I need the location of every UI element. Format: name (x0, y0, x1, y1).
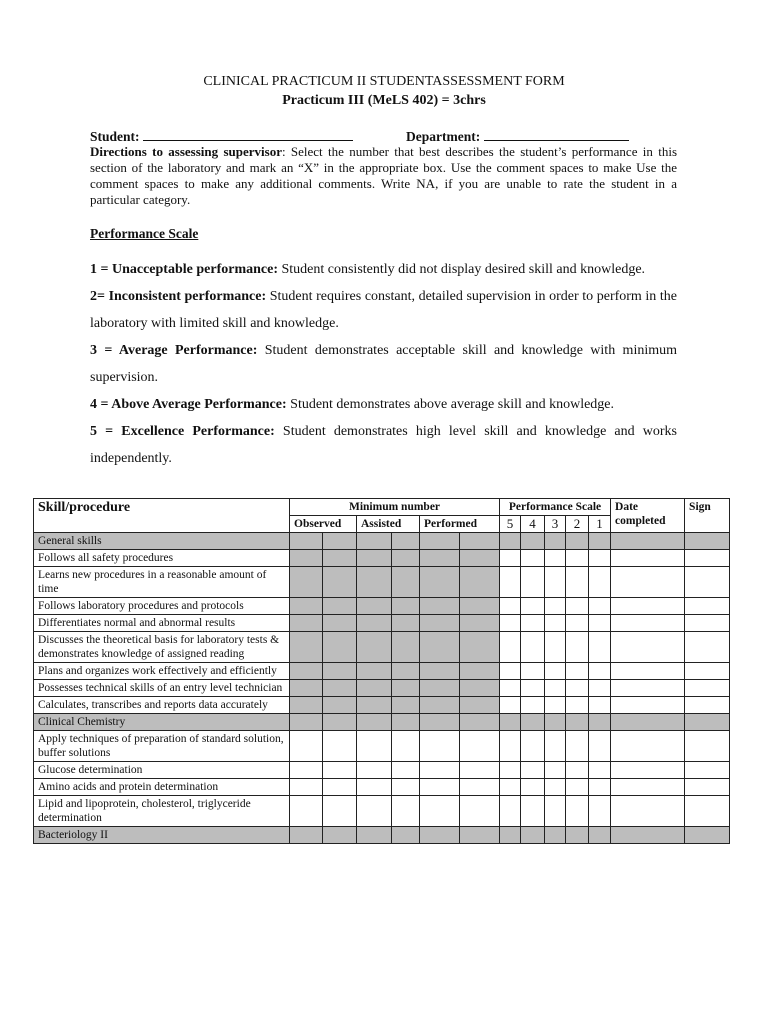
sign-cell[interactable] (685, 779, 730, 796)
section-cell (323, 714, 357, 731)
scale-mark-cell[interactable] (521, 567, 545, 598)
minimum-number-cell[interactable] (290, 598, 323, 615)
observed-header: Observed (290, 516, 357, 533)
scale-item-label: 3 = Average Performance: (90, 343, 258, 358)
minimum-number-cell[interactable] (460, 615, 500, 632)
minimum-number-cell[interactable] (392, 779, 420, 796)
section-cell (589, 533, 611, 550)
minimum-number-cell[interactable] (460, 762, 500, 779)
sign-cell[interactable] (685, 663, 730, 680)
scale-2-header: 2 (566, 516, 589, 533)
minimum-number-cell[interactable] (420, 663, 460, 680)
minimum-number-cell[interactable] (357, 632, 392, 663)
minimum-number-cell[interactable] (460, 796, 500, 827)
date-completed-header: Date completed (611, 499, 685, 533)
scale-mark-cell[interactable] (500, 779, 521, 796)
scale-mark-cell[interactable] (545, 697, 566, 714)
section-cell (500, 827, 521, 844)
minimum-number-cell[interactable] (290, 697, 323, 714)
scale-3-header: 3 (545, 516, 566, 533)
minimum-number-cell[interactable] (420, 567, 460, 598)
scale-mark-cell[interactable] (589, 663, 611, 680)
scale-mark-cell[interactable] (589, 632, 611, 663)
scale-mark-cell[interactable] (545, 632, 566, 663)
section-cell (521, 714, 545, 731)
date-cell[interactable] (611, 615, 685, 632)
minimum-number-cell[interactable] (460, 680, 500, 697)
form-subtitle: Practicum III (MeLS 402) = 3chrs (282, 93, 486, 108)
scale-mark-cell[interactable] (500, 567, 521, 598)
scale-mark-cell[interactable] (521, 697, 545, 714)
scale-mark-cell[interactable] (589, 615, 611, 632)
performance-scale-list (90, 256, 677, 472)
sign-cell[interactable] (685, 796, 730, 827)
minimum-number-cell[interactable] (290, 731, 323, 762)
scale-mark-cell[interactable] (545, 615, 566, 632)
scale-item (90, 283, 677, 337)
sign-cell[interactable] (685, 697, 730, 714)
minimum-number-cell[interactable] (420, 762, 460, 779)
directions-label: Directions to assessing supervisor (90, 144, 282, 159)
minimum-number-cell[interactable] (323, 632, 357, 663)
section-cell (392, 533, 420, 550)
minimum-number-cell[interactable] (392, 663, 420, 680)
skill-label: Differentiates normal and abnormal results (34, 615, 290, 632)
department-group (406, 127, 629, 145)
section-cell (392, 714, 420, 731)
scale-mark-cell[interactable] (521, 598, 545, 615)
section-cell (545, 533, 566, 550)
scale-mark-cell[interactable] (566, 796, 589, 827)
sign-cell[interactable] (685, 598, 730, 615)
scale-mark-cell[interactable] (566, 567, 589, 598)
sign-cell[interactable] (685, 731, 730, 762)
table-row (34, 779, 730, 796)
scale-mark-cell[interactable] (521, 632, 545, 663)
minimum-number-cell[interactable] (420, 779, 460, 796)
scale-mark-cell[interactable] (589, 762, 611, 779)
scale-mark-cell[interactable] (500, 598, 521, 615)
minimum-number-cell[interactable] (357, 598, 392, 615)
section-cell (392, 827, 420, 844)
minimum-number-cell[interactable] (460, 632, 500, 663)
assessment-table (33, 498, 730, 844)
minimum-number-cell[interactable] (290, 615, 323, 632)
minimum-number-cell[interactable] (323, 697, 357, 714)
skill-label: Follows laboratory procedures and protocols (34, 598, 290, 615)
section-row (34, 714, 730, 731)
scale-mark-cell[interactable] (521, 615, 545, 632)
student-label: Student: (90, 129, 140, 144)
section-cell (589, 714, 611, 731)
section-cell (545, 714, 566, 731)
department-label: Department: (406, 129, 481, 144)
section-cell (460, 827, 500, 844)
section-cell (611, 714, 685, 731)
section-cell (545, 827, 566, 844)
minimum-number-cell[interactable] (357, 615, 392, 632)
section-cell (566, 533, 589, 550)
minimum-number-cell[interactable] (357, 762, 392, 779)
section-cell (521, 533, 545, 550)
minimum-number-cell[interactable] (323, 663, 357, 680)
scale-mark-cell[interactable] (521, 762, 545, 779)
table-row (34, 697, 730, 714)
scale-mark-cell[interactable] (500, 663, 521, 680)
minimum-number-cell[interactable] (290, 632, 323, 663)
scale-mark-cell[interactable] (500, 731, 521, 762)
section-cell (290, 827, 323, 844)
scale-mark-cell[interactable] (566, 680, 589, 697)
minimum-number-cell[interactable] (392, 598, 420, 615)
minimum-number-cell[interactable] (323, 598, 357, 615)
performance-scale-header: Performance Scale (500, 499, 611, 516)
section-title: General skills (34, 533, 290, 550)
section-cell (420, 533, 460, 550)
student-field[interactable] (143, 127, 353, 141)
sign-cell[interactable] (685, 762, 730, 779)
minimum-number-cell[interactable] (420, 680, 460, 697)
table-row (34, 796, 730, 827)
section-cell (357, 827, 392, 844)
minimum-number-cell[interactable] (323, 567, 357, 598)
section-cell (460, 714, 500, 731)
skill-header: Skill/procedure (34, 499, 290, 533)
date-cell[interactable] (611, 796, 685, 827)
minimum-number-cell[interactable] (420, 697, 460, 714)
minimum-number-cell[interactable] (323, 731, 357, 762)
table-row (34, 762, 730, 779)
skill-label: Learns new procedures in a reasonable amount of time (34, 567, 290, 598)
section-row (34, 533, 730, 550)
section-cell (589, 827, 611, 844)
section-title: Bacteriology II (34, 827, 290, 844)
directions-text: : Select the number that best describes the student’s performance in this section of the laboratory and mark an “X” in the appropriate box. Use the comment spaces to make Use the comment spaces to make any additional comments. Write NA, if you are unable to rate the student in a particular category. (90, 144, 678, 207)
minimum-number-cell[interactable] (392, 615, 420, 632)
minimum-number-cell[interactable] (357, 567, 392, 598)
minimum-number-cell[interactable] (392, 632, 420, 663)
sign-cell[interactable] (685, 615, 730, 632)
section-cell (611, 827, 685, 844)
minimum-number-cell[interactable] (357, 680, 392, 697)
scale-mark-cell[interactable] (521, 550, 545, 567)
section-cell (357, 533, 392, 550)
sign-header: Sign (685, 499, 730, 533)
performance-scale-heading: Performance Scale (90, 226, 199, 241)
scale-mark-cell[interactable] (521, 796, 545, 827)
scale-item (90, 337, 677, 391)
scale-1-header: 1 (589, 516, 611, 533)
scale-item-label: 4 = Above Average Performance: (90, 397, 287, 412)
minimum-number-cell[interactable] (323, 796, 357, 827)
minimum-number-cell[interactable] (323, 615, 357, 632)
minimum-number-cell[interactable] (392, 762, 420, 779)
sign-cell[interactable] (685, 567, 730, 598)
minimum-number-cell[interactable] (323, 779, 357, 796)
scale-mark-cell[interactable] (589, 779, 611, 796)
section-title: Clinical Chemistry (34, 714, 290, 731)
minimum-number-cell[interactable] (460, 779, 500, 796)
minimum-number-cell[interactable] (460, 697, 500, 714)
minimum-number-cell[interactable] (290, 796, 323, 827)
scale-mark-cell[interactable] (589, 731, 611, 762)
date-cell[interactable] (611, 731, 685, 762)
skill-label: Lipid and lipoprotein, cholesterol, triglyceride determination (34, 796, 290, 827)
table-row (34, 632, 730, 663)
scale-item (90, 418, 677, 472)
date-cell[interactable] (611, 550, 685, 567)
minimum-number-cell[interactable] (357, 779, 392, 796)
minimum-number-cell[interactable] (460, 598, 500, 615)
minimum-number-cell[interactable] (392, 680, 420, 697)
scale-mark-cell[interactable] (545, 598, 566, 615)
minimum-number-cell[interactable] (460, 567, 500, 598)
scale-mark-cell[interactable] (566, 779, 589, 796)
date-cell[interactable] (611, 680, 685, 697)
table-row (34, 680, 730, 697)
minimum-number-cell[interactable] (357, 550, 392, 567)
section-cell (357, 714, 392, 731)
minimum-number-cell[interactable] (392, 796, 420, 827)
scale-mark-cell[interactable] (566, 632, 589, 663)
minimum-number-cell[interactable] (392, 731, 420, 762)
minimum-number-cell[interactable] (290, 550, 323, 567)
section-cell (290, 714, 323, 731)
scale-item-label: 5 = Excellence Performance: (90, 424, 275, 439)
scale-item-label: 2= Inconsistent performance: (90, 289, 267, 304)
performed-header: Performed (420, 516, 500, 533)
scale-item-label: 1 = Unacceptable performance: (90, 262, 278, 277)
form-title: CLINICAL PRACTICUM II STUDENTASSESSMENT FORM (203, 74, 565, 89)
minimum-number-cell[interactable] (420, 550, 460, 567)
table-row (34, 598, 730, 615)
minimum-number-cell[interactable] (357, 663, 392, 680)
scale-mark-cell[interactable] (545, 779, 566, 796)
date-cell[interactable] (611, 567, 685, 598)
skill-label: Plans and organizes work effectively and efficiently (34, 663, 290, 680)
minimum-number-cell[interactable] (392, 550, 420, 567)
minimum-number-cell[interactable] (420, 632, 460, 663)
section-cell (420, 827, 460, 844)
section-cell (566, 827, 589, 844)
section-row (34, 827, 730, 844)
scale-mark-cell[interactable] (545, 731, 566, 762)
scale-mark-cell[interactable] (566, 550, 589, 567)
minimum-number-cell[interactable] (460, 550, 500, 567)
minimum-number-cell[interactable] (420, 615, 460, 632)
scale-mark-cell[interactable] (589, 697, 611, 714)
scale-mark-cell[interactable] (545, 762, 566, 779)
section-cell (566, 714, 589, 731)
section-cell (420, 714, 460, 731)
skill-label: Calculates, transcribes and reports data accurately (34, 697, 290, 714)
scale-mark-cell[interactable] (589, 598, 611, 615)
minimum-number-cell[interactable] (420, 731, 460, 762)
scale-mark-cell[interactable] (500, 615, 521, 632)
minimum-number-cell[interactable] (290, 680, 323, 697)
scale-mark-cell[interactable] (589, 567, 611, 598)
table-row (34, 550, 730, 567)
minimum-number-cell[interactable] (290, 779, 323, 796)
date-cell[interactable] (611, 697, 685, 714)
section-cell (685, 533, 730, 550)
assisted-header: Assisted (357, 516, 420, 533)
department-field[interactable] (484, 127, 629, 141)
scale-mark-cell[interactable] (545, 796, 566, 827)
scale-item-text: Student consistently did not display desired skill and knowledge. (277, 262, 646, 277)
minimum-number-cell[interactable] (357, 697, 392, 714)
section-cell (290, 533, 323, 550)
scale-item (90, 256, 677, 283)
section-cell (611, 533, 685, 550)
section-cell (500, 533, 521, 550)
section-cell (685, 827, 730, 844)
scale-mark-cell[interactable] (521, 731, 545, 762)
scale-mark-cell[interactable] (545, 663, 566, 680)
table-row (34, 615, 730, 632)
scale-mark-cell[interactable] (589, 680, 611, 697)
minimum-number-cell[interactable] (323, 550, 357, 567)
sign-cell[interactable] (685, 680, 730, 697)
scale-mark-cell[interactable] (566, 762, 589, 779)
scale-mark-cell[interactable] (500, 632, 521, 663)
minimum-number-cell[interactable] (460, 663, 500, 680)
date-cell[interactable] (611, 779, 685, 796)
scale-mark-cell[interactable] (566, 731, 589, 762)
scale-mark-cell[interactable] (566, 663, 589, 680)
minimum-number-cell[interactable] (290, 663, 323, 680)
minimum-number-cell[interactable] (392, 567, 420, 598)
scale-mark-cell[interactable] (500, 697, 521, 714)
scale-mark-cell[interactable] (500, 680, 521, 697)
student-fields (90, 127, 680, 145)
scale-mark-cell[interactable] (566, 697, 589, 714)
section-cell (500, 714, 521, 731)
scale-mark-cell[interactable] (500, 796, 521, 827)
scale-4-header: 4 (521, 516, 545, 533)
scale-mark-cell[interactable] (500, 762, 521, 779)
date-cell[interactable] (611, 663, 685, 680)
section-cell (521, 827, 545, 844)
scale-item-text: Student demonstrates acceptable skill and knowledge with minimum supervision. (90, 343, 678, 385)
section-cell (323, 533, 357, 550)
scale-item (90, 391, 677, 418)
skill-label: Glucose determination (34, 762, 290, 779)
date-cell[interactable] (611, 762, 685, 779)
scale-mark-cell[interactable] (589, 796, 611, 827)
skill-label: Discusses the theoretical basis for laboratory tests & demonstrates knowledge of assigned reading (34, 632, 290, 663)
minimum-number-cell[interactable] (420, 598, 460, 615)
date-cell[interactable] (611, 632, 685, 663)
scale-mark-cell[interactable] (589, 550, 611, 567)
minimum-number-header: Minimum number (290, 499, 500, 516)
scale-mark-cell[interactable] (500, 550, 521, 567)
minimum-number-cell[interactable] (357, 796, 392, 827)
scale-mark-cell[interactable] (545, 567, 566, 598)
table-row (34, 731, 730, 762)
skill-label: Apply techniques of preparation of standard solution, buffer solutions (34, 731, 290, 762)
minimum-number-cell[interactable] (290, 762, 323, 779)
minimum-number-cell[interactable] (323, 680, 357, 697)
minimum-number-cell[interactable] (420, 796, 460, 827)
scale-mark-cell[interactable] (521, 779, 545, 796)
minimum-number-cell[interactable] (357, 731, 392, 762)
scale-item-text: Student demonstrates above average skill and knowledge. (286, 397, 615, 412)
skill-label: Follows all safety procedures (34, 550, 290, 567)
minimum-number-cell[interactable] (290, 567, 323, 598)
skill-label: Amino acids and protein determination (34, 779, 290, 796)
minimum-number-cell[interactable] (323, 762, 357, 779)
table-row (34, 663, 730, 680)
minimum-number-cell[interactable] (460, 731, 500, 762)
scale-item-text: Student requires constant, detailed supervision in order to perform in the laboratory with limited skill and knowledge. (90, 289, 678, 331)
table-row (34, 567, 730, 598)
scale-mark-cell[interactable] (521, 680, 545, 697)
directions (90, 144, 677, 208)
sign-cell[interactable] (685, 632, 730, 663)
section-cell (460, 533, 500, 550)
sign-cell[interactable] (685, 550, 730, 567)
section-cell (685, 714, 730, 731)
assessment-table-body (34, 533, 730, 844)
scale-item-text: Student demonstrates high level skill and knowledge and works independently. (90, 424, 677, 466)
scale-mark-cell[interactable] (545, 550, 566, 567)
date-cell[interactable] (611, 598, 685, 615)
scale-mark-cell[interactable] (566, 615, 589, 632)
scale-mark-cell[interactable] (545, 680, 566, 697)
scale-mark-cell[interactable] (521, 663, 545, 680)
skill-label: Possesses technical skills of an entry level technician (34, 680, 290, 697)
section-cell (323, 827, 357, 844)
scale-5-header: 5 (500, 516, 521, 533)
scale-mark-cell[interactable] (566, 598, 589, 615)
minimum-number-cell[interactable] (392, 697, 420, 714)
